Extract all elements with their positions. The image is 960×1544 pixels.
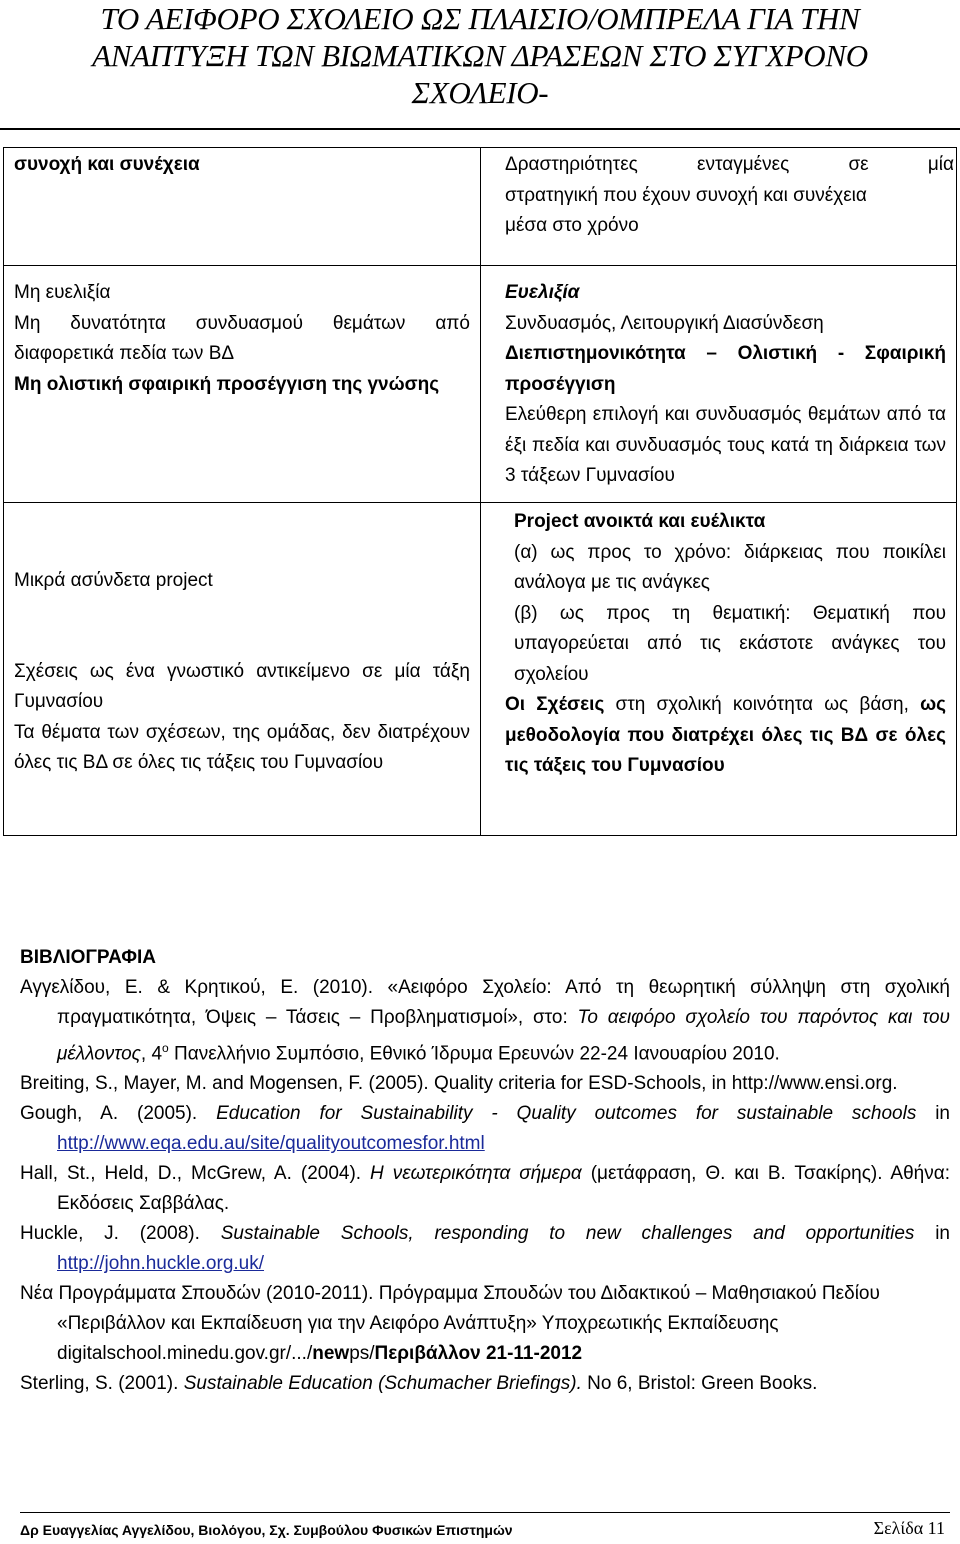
cell-text: Τα θέματα των σχέσεων, της ομάδας, δεν διατρέχουν όλες τις ΒΔ σε όλες τις τάξεις του Γυμνασίου	[14, 721, 470, 773]
header-line-3: ΣΧΟΛΕΙΟ-	[411, 75, 549, 110]
reference-item: Huckle, J. (2008). Sustainable Schools, responding to new challenges and opportunities in http://john.huckle.org.uk/	[20, 1223, 950, 1275]
footer-author: Δρ Ευαγγελίας Αγγελίδου, Βιολόγου, Σχ. Συμβούλου Φυσικών Επιστημών	[20, 1522, 513, 1538]
cell-text: Συνδυασμός, Λειτουργική Διασύνδεση	[505, 312, 824, 334]
cell-text: συνοχή και συνέχεια	[14, 154, 200, 175]
cell-text: Διεπιστημονικότητα – Ολιστική - Σφαιρική προσέγγιση	[505, 343, 946, 395]
reference-link[interactable]: http://www.eqa.edu.au/site/qualityoutcomesfor.html	[57, 1133, 485, 1155]
bibliography-title: ΒΙΒΛΙΟΓΡΑΦΙΑ	[20, 947, 156, 968]
footer-rule	[20, 1512, 950, 1513]
table-row	[4, 503, 957, 836]
cell-text: Μη ευελιξία	[14, 282, 111, 303]
table-cell-right	[481, 503, 957, 836]
table-cell-right	[481, 266, 957, 503]
reference-item: Αγγελίδου, Ε. & Κρητικού, Ε. (2010). «Αειφόρο Σχολείο: Από τη θεωρητική σύλληψη στη σχολική πραγματικότητα, Όψεις – Τάσεις – Προβληματισμοί», στο: Το αειφόρο σχολείο του παρόντος και του μέλλοντος, $4^o$ Πανελλήνιο Συμπόσιο, Εθνικό Ίδρυμα Ερευνών 22-24 Ιανουαρίου 2010.	[20, 977, 950, 1065]
reference-item: Sterling, S. (2001). Sustainable Education (Schumacher Briefings). No 6, Bristol: Green Books.	[20, 1373, 818, 1395]
header-line-1: ΤΟ ΑΕΙΦΟΡΟ ΣΧΟΛΕΙΟ ΩΣ ΠΛΑΙΣΙΟ/ΟΜΠΡΕΛΑ ΓΙΑ ΤΗΝ	[100, 1, 860, 36]
table-row	[4, 266, 957, 503]
page-number: Σελίδα 11	[873, 1518, 945, 1538]
reference-item: Breiting, S., Mayer, M. and Mogensen, F. (2005). Quality criteria for ESD-Schools, in http://www.ensi.org.	[20, 1073, 898, 1095]
cell-text: Ευελιξία	[505, 282, 580, 303]
reference-item: Hall, St., Held, D., McGrew, A. (2004). Η νεωτερικότητα σήμερα (μετάφραση, Θ. και Β. Τσακίρης). Αθήνα: Εκδόσεις Σαββάλας.	[20, 1163, 951, 1215]
cell-text: (β) ως προς τη θεματική: Θεματική που υπαγορεύεται από τις εκάστοτε ανάγκες του σχολείου	[514, 602, 946, 685]
table-cell-right	[481, 148, 957, 266]
cell-text: μέσα στο χρόνο	[505, 215, 639, 236]
cell-text: Μικρά ασύνδετα project	[14, 570, 213, 591]
header-rule	[0, 128, 960, 130]
cell-text: Δραστηριότητες ενταγμένες σε μία	[505, 154, 954, 175]
header-line-2: ΑΝΑΠΤΥΞΗ ΤΩΝ ΒΙΩΜΑΤΙΚΩΝ ΔΡΑΣΕΩΝ ΣΤΟ ΣΥΓΧΡΟΝΟ	[92, 38, 868, 73]
cell-text: Ελεύθερη επιλογή και συνδυασμός θεμάτων από τα έξι πεδία και συνδυασμός τους κατά τη διάρκεια των 3 τάξεων Γυμνασίου	[505, 404, 946, 486]
table-cell-left	[4, 503, 481, 836]
reference-link[interactable]: http://john.huckle.org.uk/	[57, 1253, 265, 1275]
cell-text: (α) ως προς το χρόνο: διάρκειας που ποικίλει ανάλογα με τις ανάγκες	[514, 541, 946, 593]
cell-text: Μη ολιστική σφαιρική προσέγγιση της γνώσης	[14, 373, 440, 395]
cell-text: Μη δυνατότητα συνδυασμού θεμάτων από διαφορετικά πεδία των ΒΔ	[14, 312, 470, 364]
cell-text: στρατηγική που έχουν συνοχή και συνέχεια	[505, 184, 867, 206]
cell-text: Project ανοικτά και ευέλικτα	[514, 511, 766, 532]
reference-item: Gough, A. (2005). Education for Sustainability - Quality outcomes for sustainable schools in http://www.eqa.edu.au/site/qualityoutcomesfor.html	[20, 1103, 950, 1155]
cell-text: Οι Σχέσεις στη σχολική κοινότητα ως βάση, ως μεθοδολογία που διατρέχει όλες τις ΒΔ σε όλες τις τάξεις του Γυμνασίου	[505, 694, 946, 776]
table-cell-left	[4, 148, 481, 266]
reference-item: Νέα Προγράμματα Σπουδών (2010-2011). Πρόγραμμα Σπουδών του Διδακτικού – Μαθησιακού Πεδίου «Περιβάλλον και Εκπαίδευση για την Αειφόρο Ανάπτυξη» Υποχρεωτικής Εκπαίδευσης digitalschool.minedu.gov.gr/.../newps/Περιβάλλον 21-11-2012	[20, 1283, 880, 1365]
cell-text: Σχέσεις ως ένα γνωστικό αντικείμενο σε μία τάξη Γυμνασίου	[14, 660, 470, 712]
table-cell-left	[4, 266, 481, 503]
bibliography	[20, 943, 950, 1399]
comparison-table	[3, 147, 957, 836]
table-row	[4, 148, 957, 266]
